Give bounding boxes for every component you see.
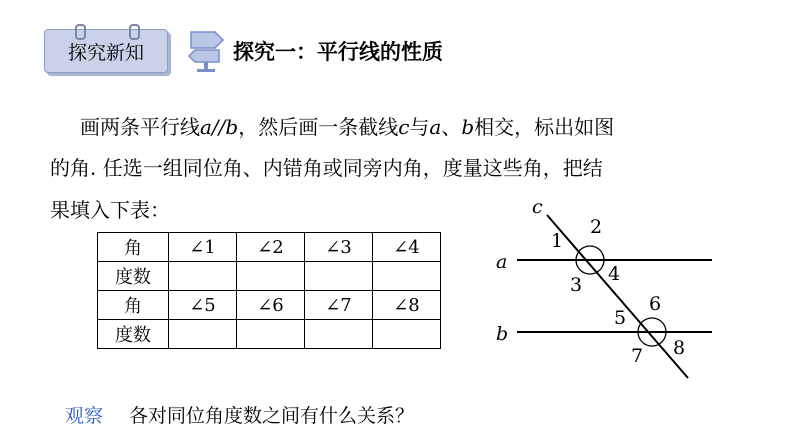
table-cell: ∠1	[169, 233, 237, 262]
angle-label-4: 4	[608, 263, 621, 285]
table-cell	[169, 320, 237, 349]
table-cell: ∠2	[237, 233, 305, 262]
table-cell: ∠7	[305, 291, 373, 320]
intro-line-2: 的角. 任选一组同位角、内错角或同旁内角，度量这些角，把结	[50, 156, 603, 180]
label-b: b	[496, 323, 509, 345]
label-a: a	[496, 251, 508, 273]
table-cell: ∠8	[373, 291, 441, 320]
signpost-icon	[187, 28, 227, 74]
table-row	[98, 233, 441, 262]
observe-tag: 观察	[65, 405, 104, 427]
section-badge	[44, 29, 168, 73]
angle-label-8: 8	[673, 337, 686, 359]
intro-line-3: 果填入下表：	[50, 198, 170, 222]
table-cell: 角	[98, 233, 169, 262]
angle-label-7: 7	[631, 345, 644, 367]
badge-label: 探究新知	[67, 42, 144, 64]
angle-table	[97, 232, 441, 349]
table-row	[98, 320, 441, 349]
angle-label-5: 5	[614, 307, 627, 329]
angle-label-2: 2	[590, 216, 603, 238]
table-row	[98, 291, 441, 320]
table-cell	[169, 262, 237, 291]
angle-label-3: 3	[570, 274, 583, 296]
label-c: c	[532, 196, 543, 218]
section-title: 探究一：平行线的性质	[233, 40, 443, 64]
table-cell: ∠5	[169, 291, 237, 320]
intro-line-1: 画两条平行线a//b，然后画一条截线c与a、b相交，标出如图	[80, 115, 615, 139]
table-cell: 度数	[98, 320, 169, 349]
observe-prompt	[65, 401, 414, 428]
table-cell: ∠6	[237, 291, 305, 320]
table-cell	[373, 320, 441, 349]
table-cell: ∠3	[305, 233, 373, 262]
table-cell: 度数	[98, 262, 169, 291]
table-cell: ∠4	[373, 233, 441, 262]
table-cell	[305, 262, 373, 291]
table-cell	[237, 262, 305, 291]
line-c	[547, 215, 688, 378]
table-cell	[237, 320, 305, 349]
table-cell	[305, 320, 373, 349]
parallel-lines-figure	[480, 190, 730, 390]
table-cell	[373, 262, 441, 291]
angle-label-1: 1	[551, 230, 564, 252]
angle-label-6: 6	[649, 293, 662, 315]
table-cell: 角	[98, 291, 169, 320]
table-row	[98, 262, 441, 291]
observe-question: 各对同位角度数之间有什么关系？	[129, 405, 415, 427]
